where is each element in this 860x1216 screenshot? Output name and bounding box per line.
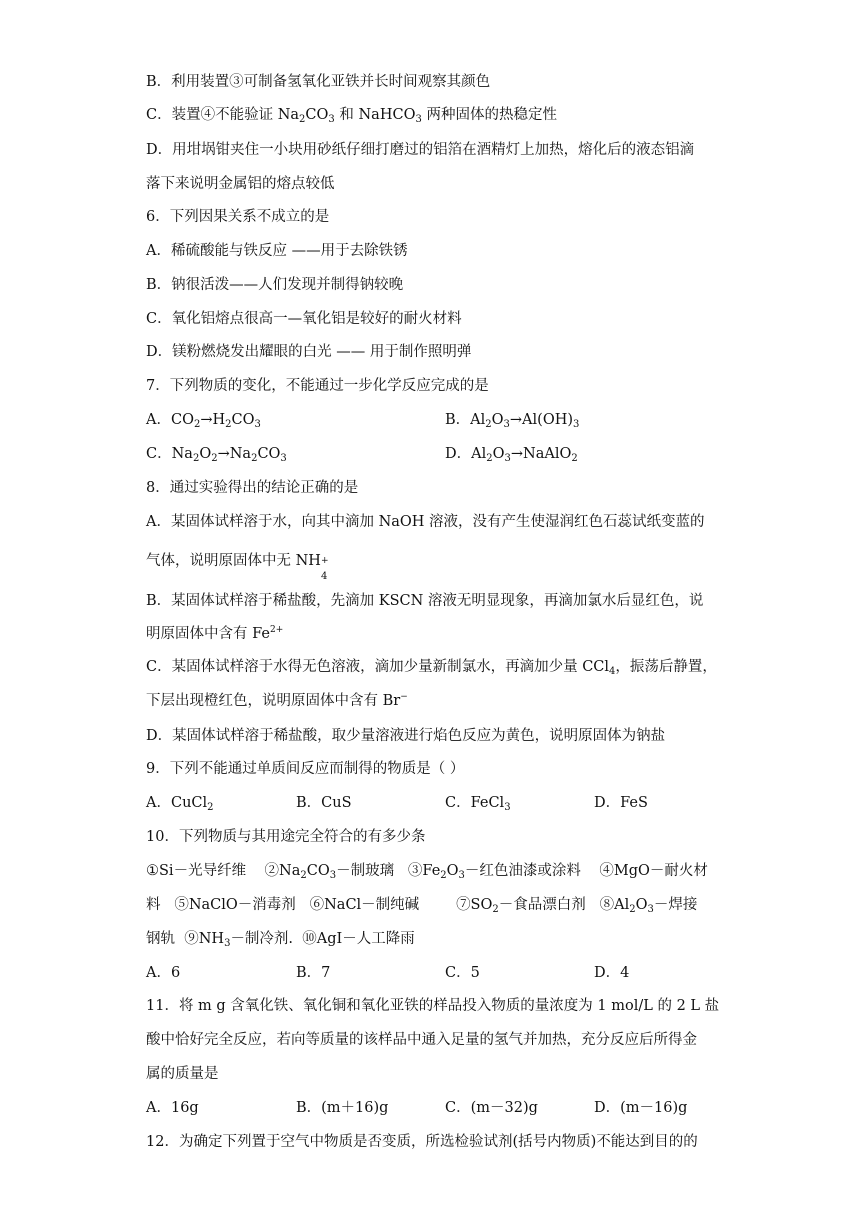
list-item: ⑤NaClO－消毒剂	[174, 897, 296, 913]
subscript: 2	[225, 419, 232, 430]
text-segment: C．Na	[146, 446, 193, 462]
subscript: 2	[207, 802, 214, 813]
text-segment: O	[199, 446, 212, 462]
q8-option-c-line2	[146, 691, 408, 711]
q6-option-a: A．稀硫酸能与铁反应 ——用于去除铁锈	[146, 243, 408, 259]
subscript: 3	[573, 419, 580, 430]
list-item	[265, 863, 395, 879]
subscript: 3	[647, 904, 654, 915]
list-item	[184, 931, 293, 947]
text-segment: CO	[257, 446, 281, 462]
q10-option-a: A．6	[146, 965, 181, 981]
q10-option-c: C．5	[445, 965, 480, 981]
subscript: 2	[251, 453, 258, 464]
subscript: 2	[440, 870, 447, 881]
subscript: 3	[415, 114, 422, 125]
subscript: 3	[280, 453, 287, 464]
q10-items-line1	[146, 861, 708, 881]
subscript: 3	[503, 419, 510, 430]
text-segment: 下层出现橙红色，说明原固体中含有 Br	[146, 693, 401, 709]
text-segment: CO	[231, 412, 255, 428]
subscript: 3	[458, 870, 465, 881]
text-segment: －红色油漆或涂料	[464, 863, 581, 879]
q8-stem: 8．通过实验得出的结论正确的是	[146, 480, 359, 496]
text-segment: O	[446, 863, 459, 879]
text-segment: D．Al	[445, 446, 487, 462]
q7-option-d	[445, 444, 578, 464]
q9-stem: 9．下列不能通过单质间反应而制得的物质是（ ）	[146, 761, 465, 777]
text-segment: －食品漂白剂	[498, 897, 586, 913]
q10-items-line3	[146, 929, 415, 949]
text-segment: A．CuCl	[146, 795, 208, 811]
q9-option-a	[146, 793, 214, 813]
text-segment: ⑨NH	[184, 931, 225, 947]
list-item: ①Si－光导纤维	[146, 863, 247, 879]
text-segment: A．CO	[146, 412, 194, 428]
text-segment: 料	[146, 897, 161, 913]
q9-option-d: D．FeS	[594, 795, 648, 811]
q8-option-c-line1	[146, 657, 717, 677]
q7-stem: 7．下列物质的变化，不能通过一步化学反应完成的是	[146, 378, 489, 394]
text-segment: ③Fe	[407, 863, 441, 879]
list-item: ⑥NaCl－制纯碱	[309, 897, 420, 913]
text-segment: －制冷剂.	[230, 931, 294, 947]
q6-option-b: B．钠很活泼——人们发现并制得钠较晚	[146, 277, 404, 293]
q11-stem-line3: 属的质量是	[146, 1066, 219, 1082]
text-segment: ，振荡后静置，	[615, 659, 717, 675]
q11-option-b: B．(m＋16)g	[296, 1100, 389, 1116]
q6-stem: 6．下列因果关系不成立的是	[146, 209, 330, 225]
subscript: 2	[486, 453, 493, 464]
q9-option-c	[445, 793, 511, 813]
text-segment: O	[635, 897, 648, 913]
text-segment: →H	[200, 412, 226, 428]
q6-option-d: D．镁粉燃烧发出耀眼的白光 —— 用于制作照明弹	[146, 344, 472, 360]
subscript: 2	[629, 904, 636, 915]
q10-option-d: D．4	[594, 965, 630, 981]
text-segment: －制玻璃	[336, 863, 395, 879]
text-segment: ②Na	[264, 863, 301, 879]
text-segment: 钢轨	[146, 931, 175, 947]
subscript: 2	[211, 453, 218, 464]
q8-option-a-line1: A．某固体试样溶于水，向其中滴加 NaOH 溶液，没有产生使湿润红色石蕊试纸变蓝的	[146, 514, 705, 530]
list-item: ⑩AgI－人工降雨	[302, 931, 415, 947]
q8-option-b-line2	[146, 624, 283, 644]
q10-items-line2	[146, 895, 697, 915]
q6-option-c: C．氧化铝熔点很高一—氧化铝是较好的耐火材料	[146, 311, 462, 327]
q7-option-c	[146, 444, 287, 464]
list-item	[600, 897, 698, 913]
text-segment: 两种固体的热稳定性	[421, 107, 557, 123]
subscript: 3	[224, 938, 231, 949]
q10-stem: 10．下列物质与其用途完全符合的有多少条	[146, 829, 426, 845]
q5-option-c	[146, 105, 557, 125]
subscript: 2	[299, 114, 306, 125]
text-segment: O	[491, 412, 504, 428]
q11-option-d: D．(m－16)g	[594, 1100, 688, 1116]
subscript: 4	[609, 666, 616, 677]
subscript: 2	[192, 453, 200, 464]
subscript: 3	[329, 870, 337, 881]
subscript: 2	[300, 870, 307, 881]
q10-option-b: B．7	[296, 965, 331, 981]
q5-option-d-line1: D．用坩埚钳夹住一小块用砂纸仔细打磨过的铝箔在酒精灯上加热，熔化后的液态铝滴	[146, 142, 695, 158]
q7-option-a	[146, 410, 261, 430]
q5-option-d-line2: 落下来说明金属铝的熔点较低	[146, 176, 335, 192]
q11-stem-line1: 11．将 m g 含氧化铁、氧化铜和氧化亚铁的样品投入物质的量浓度为 1 mol/L 的 2 L 盐	[146, 998, 720, 1014]
subscript: 2	[193, 419, 201, 430]
text-segment: O	[492, 446, 505, 462]
text-segment: C．某固体试样溶于水得无色溶液，滴加少量新制氯水，再滴加少量 CCl	[146, 659, 610, 675]
list-item	[456, 897, 586, 913]
text-segment: －焊接	[653, 897, 698, 913]
text-segment: C．装置④不能验证 Na	[146, 107, 300, 123]
subscript: 2	[492, 904, 499, 915]
text-segment: CO	[305, 107, 329, 123]
q11-option-a: A．16g	[146, 1100, 199, 1116]
subscript: 3	[328, 114, 335, 125]
text-segment: C．FeCl	[445, 795, 505, 811]
q8-option-d: D．某固体试样溶于稀盐酸，取少量溶液进行焰色反应为黄色，说明原固体为钠盐	[146, 728, 666, 744]
superscript: 2+	[269, 625, 284, 635]
q8-option-a-line2: 气体，说明原固体中无 NH + 4	[146, 553, 329, 582]
q9-option-b: B．CuS	[296, 795, 352, 811]
q7-option-b	[445, 410, 579, 430]
list-item	[408, 863, 581, 879]
text-segment: →Na	[217, 446, 252, 462]
text-segment: 气体，说明原固体中无 NH	[146, 553, 321, 569]
text-segment: 明原固体中含有 Fe	[146, 626, 270, 642]
q11-option-c: C．(m－32)g	[445, 1100, 538, 1116]
subscript: 3	[504, 453, 511, 464]
subscript: 2	[571, 453, 578, 464]
text-segment: →Al(OH)	[509, 412, 574, 428]
subscript: 3	[254, 419, 261, 430]
q8-option-b-line1: B．某固体试样溶于稀盐酸，先滴加 KSCN 溶液无明显现象，再滴加氯水后显红色，说	[146, 593, 704, 609]
subscript: 2	[485, 419, 492, 430]
q11-stem-line2: 酸中恰好完全反应，若向等质量的该样品中通入足量的氢气并加热，充分反应后所得金	[146, 1032, 697, 1048]
superscript: −	[400, 692, 408, 702]
list-item: ④MgO－耐火材	[599, 863, 708, 879]
q5-option-b: B．利用装置③可制备氢氧化亚铁并长时间观察其颜色	[146, 74, 491, 90]
text-segment: 和 NaHCO	[334, 107, 416, 123]
q12-stem: 12．为确定下列置于空气中物质是否变质，所选检验试剂(括号内物质)不能达到目的的	[146, 1134, 698, 1150]
text-segment: CO	[306, 863, 330, 879]
subscript: 3	[504, 802, 511, 813]
text-segment: B．Al	[445, 412, 486, 428]
text-segment: ⑧Al	[599, 897, 630, 913]
text-segment: →NaAlO	[510, 446, 572, 462]
text-segment: ⑦SO	[456, 897, 493, 913]
